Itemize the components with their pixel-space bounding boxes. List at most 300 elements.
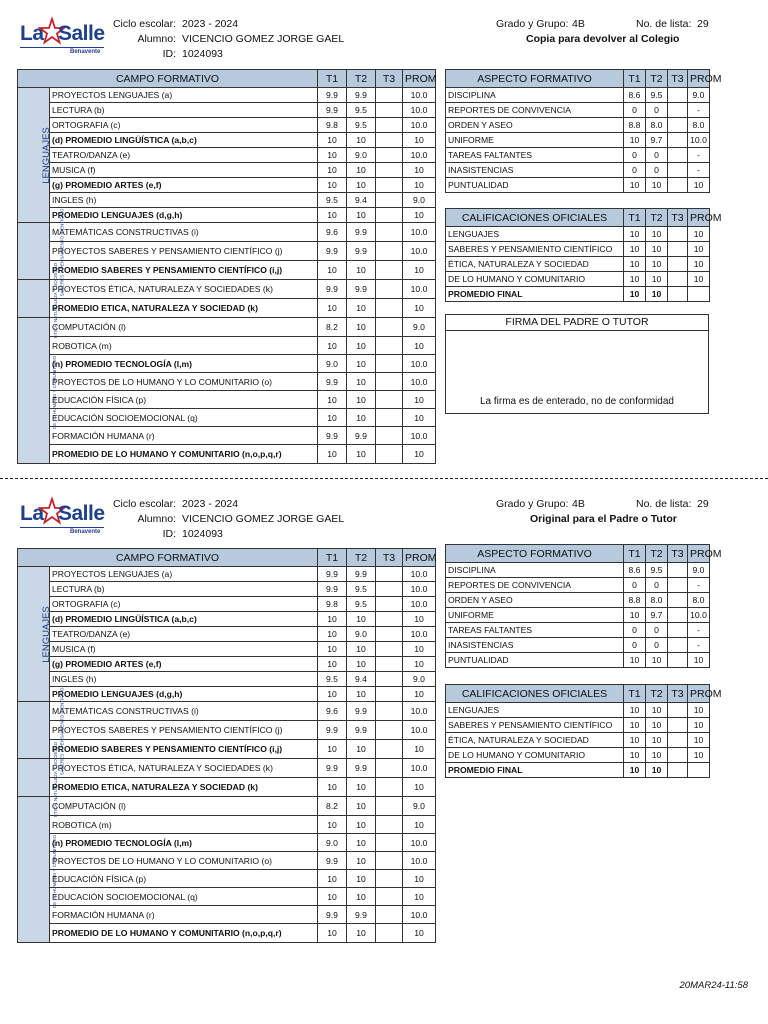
table-row [18,657,436,672]
grade-prom: 10.0 [403,103,436,118]
grade-t3 [376,409,403,427]
subject-name: PROMEDIO DE LO HUMANO Y COMUNITARIO (n,o,p,q,r) [50,445,318,464]
table-header-row [18,70,436,88]
grade-t2: 10 [347,797,376,816]
calificaciones-oficiales-table [445,208,722,302]
grade-t3 [376,223,403,242]
subject-name: PROYECTOS LENGUAJES (a) [50,88,318,103]
field-side-label-text: ÉTICA, NATURALEZA Y SOCIEDAD [53,262,59,338]
grade-t2: 10 [347,318,376,337]
grade-t3 [376,445,403,464]
grade-prom: 10.0 [403,373,436,391]
subject-name: MATEMÁTICAS CONSTRUCTIVAS (i) [50,223,318,242]
grade-prom: 10 [688,653,710,668]
grade-t3 [668,748,688,763]
grade-prom: 10.0 [403,88,436,103]
subject-name: PROYECTOS ÉTICA, NATURALEZA Y SOCIEDADES (k) [50,759,318,778]
grade-t1: 10 [318,148,347,163]
table-row [446,242,710,257]
grade-t3 [668,578,688,593]
table-row [446,608,710,623]
firma-box [445,314,709,414]
grade-prom: 10.0 [403,118,436,133]
aspecto-formativo-table [445,544,722,668]
final-grade-t1: 10 [624,763,646,778]
final-average-label: PROMEDIO FINAL [446,763,624,778]
grade-t2: 10 [646,718,668,733]
grade-t3 [668,718,688,733]
subject-name: FORMACIÓN HUMANA (r) [50,906,318,924]
subject-name: FORMACIÓN HUMANA (r) [50,427,318,445]
grade-t3 [376,642,403,657]
grade-prom: 10 [403,778,436,797]
alumno-value: VICENCIO GOMEZ JORGE GAEL [182,33,345,45]
subject-name: (g) PROMEDIO ARTES (e,f) [50,657,318,672]
grade-prom: 10 [688,703,710,718]
grade-t1: 10 [318,261,347,280]
grade-t1: 9.9 [318,373,347,391]
field-side-label [18,567,50,702]
column-header-t1: T1 [318,70,347,88]
subject-name: (n) PROMEDIO TECNOLOGÍA (l,m) [50,355,318,373]
field-side-label-text: LENGUAJES [40,126,52,184]
grade-prom: 10.0 [403,721,436,740]
grade-t1: 0 [624,578,646,593]
table-row [18,427,436,445]
subject-name: PROYECTOS ÉTICA, NATURALEZA Y SOCIEDADES (k) [50,280,318,299]
subject-name: PROMEDIO ETICA, NATURALEZA Y SOCIEDAD (k) [50,299,318,318]
grade-t2: 9.9 [347,702,376,721]
grade-prom: 10 [403,687,436,702]
subject-name: PROMEDIO LENGUAJES (d,g,h) [50,687,318,702]
table-title: ASPECTO FORMATIVO [446,70,624,88]
field-side-label [18,318,58,464]
table-row [18,582,436,597]
subject-name: PROMEDIO SABERES Y PENSAMIENTO CIENTÍFICO (i,j) [50,261,318,280]
table-row [18,391,436,409]
table-row [18,261,436,280]
grade-t2: 10 [347,208,376,223]
subject-name: EDUCACIÓN SOCIOEMOCIONAL (q) [50,888,318,906]
grade-t1: 10 [318,612,347,627]
grade-prom: 10 [403,816,436,834]
grade-prom: 10.0 [403,242,436,261]
column-header-prom: PROM [688,70,710,88]
grade-prom: 8.0 [688,118,710,133]
table-row [18,672,436,687]
ciclo-value: 2023 - 2024 [182,498,239,510]
grade-t2: 8.0 [646,118,668,133]
grade-prom: 10 [403,445,436,464]
official-subject-name: SABERES Y PENSAMIENTO CIENTÍFICO [446,242,624,257]
final-average-row [446,287,710,302]
subject-name: COMPUTACIÓN (l) [50,318,318,337]
logo-text-salle: Salle [58,22,105,45]
grade-t3 [376,888,403,906]
subject-name: PROYECTOS DE LO HUMANO Y LO COMUNITARIO (o) [50,373,318,391]
grade-t3 [668,103,688,118]
calificaciones-oficiales-table [445,684,722,778]
table-row [18,721,436,740]
grade-t2: 10 [646,733,668,748]
copy-title: Copia para devolver al Colegio [526,33,680,45]
final-grade-t2: 10 [646,763,668,778]
grade-prom: 10 [403,870,436,888]
grade-t3 [668,178,688,193]
grade-prom: 10 [403,657,436,672]
grade-t2: 10 [347,612,376,627]
table-row [18,163,436,178]
grade-t3 [376,657,403,672]
table-row [446,733,710,748]
grade-t2: 9.9 [347,280,376,299]
grade-t2: 9.0 [347,627,376,642]
table-row [446,148,710,163]
grade-t2: 9.7 [646,608,668,623]
official-subject-name: SABERES Y PENSAMIENTO CIENTÍFICO [446,718,624,733]
aspect-name: DISCIPLINA [446,88,624,103]
table-row [446,133,710,148]
grade-t2: 9.9 [347,906,376,924]
aspect-name: INASISTENCIAS [446,163,624,178]
grade-t2: 9.9 [347,242,376,261]
grade-t1: 10 [318,391,347,409]
grade-t1: 10 [624,272,646,287]
table-row [18,778,436,797]
column-header-prom: PROM [688,545,710,563]
grade-t2: 9.9 [347,759,376,778]
grade-t1: 8.8 [624,118,646,133]
grade-t2: 10 [347,740,376,759]
grade-t3 [376,721,403,740]
grade-t3 [668,118,688,133]
subject-name: ROBOTICA (m) [50,816,318,834]
field-side-label-text: DE LO HUMANO Y COMUNITARIO [52,834,58,908]
table-row [446,272,710,287]
grade-prom: 10 [403,612,436,627]
grade-prom: 10.0 [403,148,436,163]
grade-t3 [376,373,403,391]
grade-prom: 9.0 [688,563,710,578]
field-side-label-text: DE LO HUMANO Y COMUNITARIO [52,355,58,429]
grade-t3 [376,672,403,687]
grade-prom: 10.0 [403,702,436,721]
official-subject-name: DE LO HUMANO Y COMUNITARIO [446,748,624,763]
table-row [18,133,436,148]
grade-prom: 9.0 [403,797,436,816]
table-header-row [446,70,710,88]
table-row [446,653,710,668]
aspect-name: UNIFORME [446,133,624,148]
grade-t1: 9.9 [318,582,347,597]
subject-name: (n) PROMEDIO TECNOLOGÍA (l,m) [50,834,318,852]
column-header-t3: T3 [668,70,688,88]
lista-value: 29 [697,18,709,30]
campo-formativo-table [17,69,436,464]
grade-t1: 9.9 [318,103,347,118]
grade-t3 [376,133,403,148]
table-row [18,816,436,834]
grade-t3 [668,227,688,242]
final-average-row [446,763,710,778]
grade-t2: 10 [347,924,376,943]
table-row [446,703,710,718]
copy-title: Original para el Padre o Tutor [530,513,677,525]
grade-t3 [376,702,403,721]
grade-prom: 10.0 [403,582,436,597]
subject-name: TEATRO/DANZA (e) [50,148,318,163]
grade-t2: 10 [646,653,668,668]
grade-prom: - [688,623,710,638]
grade-t1: 10 [318,687,347,702]
grade-t1: 10 [318,178,347,193]
ciclo-label: Ciclo escolar: [112,498,176,510]
table-row [446,227,710,242]
grade-t3 [376,391,403,409]
final-grade-t3 [668,763,688,778]
table-row [446,638,710,653]
grade-t3 [668,257,688,272]
table-row [18,924,436,943]
grade-t3 [376,355,403,373]
field-side-label-text: SABERES Y PENSAMIENTO CIENTÍFICO [59,687,65,776]
grade-t1: 0 [624,623,646,638]
column-header-t2: T2 [347,549,376,567]
grade-t2: 9.0 [347,148,376,163]
grade-t1: 10 [318,657,347,672]
grade-t2: 10 [347,409,376,427]
aspect-name: ORDEN Y ASEO [446,593,624,608]
grade-t3 [376,740,403,759]
grade-prom: 10 [403,337,436,355]
official-subject-name: ÉTICA, NATURALEZA Y SOCIEDAD [446,733,624,748]
logo-subtitle: Benavente [70,529,101,535]
grade-t1: 10 [624,653,646,668]
grade-t3 [376,906,403,924]
grade-t2: 10 [646,257,668,272]
grade-t1: 8.6 [624,88,646,103]
grade-t2: 10 [347,373,376,391]
grade-prom: - [688,638,710,653]
subject-name: PROYECTOS SABERES Y PENSAMIENTO CIENTÍFICO (j) [50,242,318,261]
grade-t2: 9.9 [347,721,376,740]
grade-t1: 10 [318,337,347,355]
table-header-row [446,545,710,563]
grade-t3 [376,318,403,337]
grade-t2: 0 [646,163,668,178]
table-row [18,445,436,464]
grade-prom: 10.0 [403,852,436,870]
field-side-label-text: LENGUAJES [40,605,52,663]
grade-t3 [376,687,403,702]
table-row [446,718,710,733]
grade-t2: 9.4 [347,672,376,687]
grade-t1: 8.2 [318,318,347,337]
grade-prom: 10 [688,733,710,748]
grade-t1: 10 [318,299,347,318]
grade-t2: 9.5 [646,88,668,103]
grade-t2: 0 [646,623,668,638]
grade-prom: 10 [688,718,710,733]
alumno-label: Alumno: [137,33,176,45]
field-side-label [18,687,65,776]
grade-t1: 10 [318,208,347,223]
grade-t1: 10 [624,178,646,193]
grade-t2: 0 [646,638,668,653]
grade-prom: 10 [403,924,436,943]
table-row [446,103,710,118]
subject-name: MATEMÁTICAS CONSTRUCTIVAS (i) [50,702,318,721]
grade-t3 [376,148,403,163]
grade-prom: 10.0 [403,597,436,612]
grade-t1: 10 [318,778,347,797]
grade-t1: 9.8 [318,118,347,133]
official-subject-name: ÉTICA, NATURALEZA Y SOCIEDAD [446,257,624,272]
table-title: CALIFICACIONES OFICIALES [446,209,624,227]
subject-name: (d) PROMEDIO LINGÜÍSTICA (a,b,c) [50,612,318,627]
id-value: 1024093 [182,48,223,60]
grade-t3 [376,852,403,870]
column-header-t2: T2 [646,685,668,703]
grade-t3 [668,593,688,608]
table-row [446,118,710,133]
table-row [18,612,436,627]
grade-t2: 9.5 [347,118,376,133]
official-subject-name: LENGUAJES [446,703,624,718]
grade-t1: 0 [624,103,646,118]
table-row [18,740,436,759]
grade-prom: 10.0 [403,627,436,642]
final-grade-prom [688,287,710,302]
grade-prom: 10 [688,178,710,193]
grade-t3 [668,703,688,718]
subject-name: PROMEDIO ETICA, NATURALEZA Y SOCIEDAD (k) [50,778,318,797]
logo-underline [20,527,104,528]
grade-t1: 10 [318,133,347,148]
aspect-name: REPORTES DE CONVIVENCIA [446,578,624,593]
grade-t3 [376,427,403,445]
subject-name: TEATRO/DANZA (e) [50,627,318,642]
table-row [446,578,710,593]
table-row [18,906,436,924]
grade-t1: 0 [624,148,646,163]
table-header-row [18,549,436,567]
grade-t2: 9.5 [646,563,668,578]
ciclo-value: 2023 - 2024 [182,18,239,30]
grade-t2: 10 [347,642,376,657]
grade-t3 [376,834,403,852]
table-row [18,88,436,103]
grade-prom: 10.0 [403,427,436,445]
grade-t1: 10 [318,642,347,657]
lista-value: 29 [697,498,709,510]
grade-t3 [668,163,688,178]
grade-t2: 9.9 [347,88,376,103]
grade-t1: 9.0 [318,355,347,373]
subject-name: PROYECTOS DE LO HUMANO Y LO COMUNITARIO (o) [50,852,318,870]
column-header-prom: PROM [403,549,436,567]
grade-t1: 9.5 [318,193,347,208]
grade-t3 [376,924,403,943]
table-row [18,870,436,888]
table-row [18,178,436,193]
table-row [446,623,710,638]
report-copy-parent [0,480,768,940]
field-side-label [18,208,65,297]
grade-prom: 10 [403,163,436,178]
grade-prom: 10 [688,272,710,287]
table-row [446,88,710,103]
aspect-name: PUNTUALIDAD [446,653,624,668]
grade-t2: 10 [347,852,376,870]
grade-t3 [376,299,403,318]
grade-t2: 10 [646,178,668,193]
grade-t1: 10 [624,133,646,148]
grade-t1: 8.6 [624,563,646,578]
grade-prom: 9.0 [403,193,436,208]
table-row [18,223,436,242]
grade-t3 [668,733,688,748]
table-row [446,563,710,578]
grade-t2: 9.9 [347,223,376,242]
table-row [18,103,436,118]
grade-prom: 10 [403,208,436,223]
grade-prom: 8.0 [688,593,710,608]
grade-t3 [376,88,403,103]
table-row [446,257,710,272]
logo-text-la: La [20,22,44,45]
table-row [18,852,436,870]
logo-subtitle: Benavente [70,49,101,55]
la-salle-logo [20,498,106,540]
firma-title: FIRMA DEL PADRE O TUTOR [446,315,708,331]
grade-t2: 10 [347,337,376,355]
table-row [18,337,436,355]
grade-t2: 9.7 [646,133,668,148]
cut-line-divider [0,478,768,479]
grado-value: 4B [572,18,585,30]
grade-t2: 9.5 [347,597,376,612]
grade-t1: 10 [624,748,646,763]
grade-t2: 10 [347,888,376,906]
grade-t2: 10 [646,703,668,718]
table-row [18,759,436,778]
final-grade-t2: 10 [646,287,668,302]
subject-name: ORTOGRAFIA (c) [50,597,318,612]
column-header-prom: PROM [403,70,436,88]
id-value: 1024093 [182,528,223,540]
logo-text-la: La [20,502,44,525]
grade-t1: 8.8 [624,593,646,608]
grade-t2: 10 [347,261,376,280]
grade-t2: 10 [347,870,376,888]
grade-t1: 10 [624,733,646,748]
official-subject-name: DE LO HUMANO Y COMUNITARIO [446,272,624,287]
grade-t1: 9.9 [318,427,347,445]
grade-t3 [376,582,403,597]
grade-t3 [376,597,403,612]
column-header-t3: T3 [668,685,688,703]
column-header-prom: PROM [688,685,710,703]
aspect-name: TAREAS FALTANTES [446,623,624,638]
grade-t1: 10 [624,257,646,272]
grade-t1: 10 [318,816,347,834]
table-title: CAMPO FORMATIVO [18,70,318,88]
table-row [18,355,436,373]
column-header-t3: T3 [668,209,688,227]
grade-prom: 10.0 [403,280,436,299]
grade-t1: 10 [624,242,646,257]
